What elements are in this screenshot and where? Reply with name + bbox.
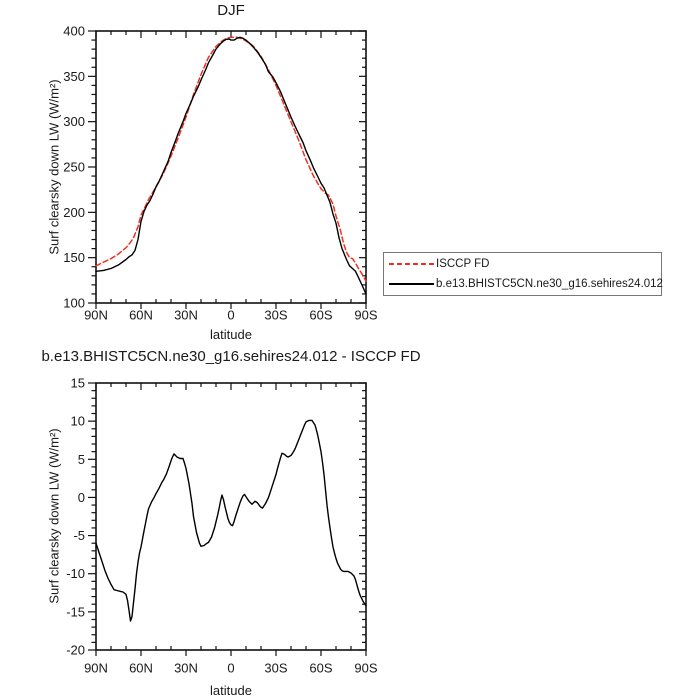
diff-chart-title: b.e13.BHISTC5CN.ne30_g16.sehires24.012 - ISCCP FD bbox=[41, 348, 421, 365]
top-chart-ylabel: Surf clearsky down LW (W/m²) bbox=[46, 79, 62, 255]
plot-frame bbox=[96, 31, 366, 303]
model-line bbox=[96, 37, 366, 294]
diff-chart-xlabel: latitude bbox=[210, 683, 252, 698]
y-tick-label: 350 bbox=[63, 68, 85, 84]
y-tick-label: 200 bbox=[63, 204, 85, 220]
x-tick-label: 90S bbox=[354, 660, 378, 676]
x-tick-label: 0 bbox=[227, 307, 235, 323]
y-tick-label: 100 bbox=[63, 295, 85, 311]
legend-row-isccp bbox=[384, 254, 661, 274]
x-tick-label: 30S bbox=[264, 660, 288, 676]
legend-line-solid-black bbox=[389, 283, 434, 285]
x-tick-label: 60S bbox=[309, 660, 333, 676]
legend-line-dashed-red bbox=[389, 263, 434, 265]
legend-row-model bbox=[384, 274, 661, 294]
legend-label-model: b.e13.BHISTC5CN.ne30_g16.sehires24.012 bbox=[436, 278, 663, 290]
y-tick-label: 5 bbox=[77, 451, 85, 467]
y-tick-label: 400 bbox=[63, 23, 85, 39]
top-chart-title: DJF bbox=[217, 2, 245, 19]
x-tick-label: 60N bbox=[129, 307, 153, 323]
x-tick-label: 60S bbox=[309, 307, 333, 323]
plot-frame bbox=[96, 383, 366, 650]
x-tick-label: 30N bbox=[174, 660, 198, 676]
y-tick-label: 10 bbox=[70, 413, 85, 429]
y-tick-label: 0 bbox=[77, 489, 85, 505]
x-tick-label: 0 bbox=[227, 660, 235, 676]
y-tick-label: -15 bbox=[66, 604, 85, 620]
top-chart-xlabel: latitude bbox=[210, 327, 252, 342]
x-tick-label: 90S bbox=[354, 307, 378, 323]
diff-chart-ylabel: Surf clearsky down LW (W/m²) bbox=[46, 428, 62, 604]
y-tick-label: 250 bbox=[63, 159, 85, 175]
y-tick-label: 300 bbox=[63, 114, 85, 130]
y-tick-label: -20 bbox=[66, 642, 85, 658]
x-tick-label: 30S bbox=[264, 307, 288, 323]
x-tick-label: 30N bbox=[174, 307, 198, 323]
y-tick-label: 150 bbox=[63, 250, 85, 266]
x-tick-label: 90N bbox=[84, 660, 108, 676]
y-tick-label: -5 bbox=[73, 528, 85, 544]
x-tick-label: 60N bbox=[129, 660, 153, 676]
diff-line bbox=[96, 420, 366, 621]
legend bbox=[383, 252, 662, 296]
x-tick-label: 90N bbox=[84, 307, 108, 323]
legend-label-isccp: ISCCP FD bbox=[436, 258, 490, 270]
y-tick-label: 15 bbox=[70, 375, 85, 391]
y-tick-label: -10 bbox=[66, 566, 85, 582]
